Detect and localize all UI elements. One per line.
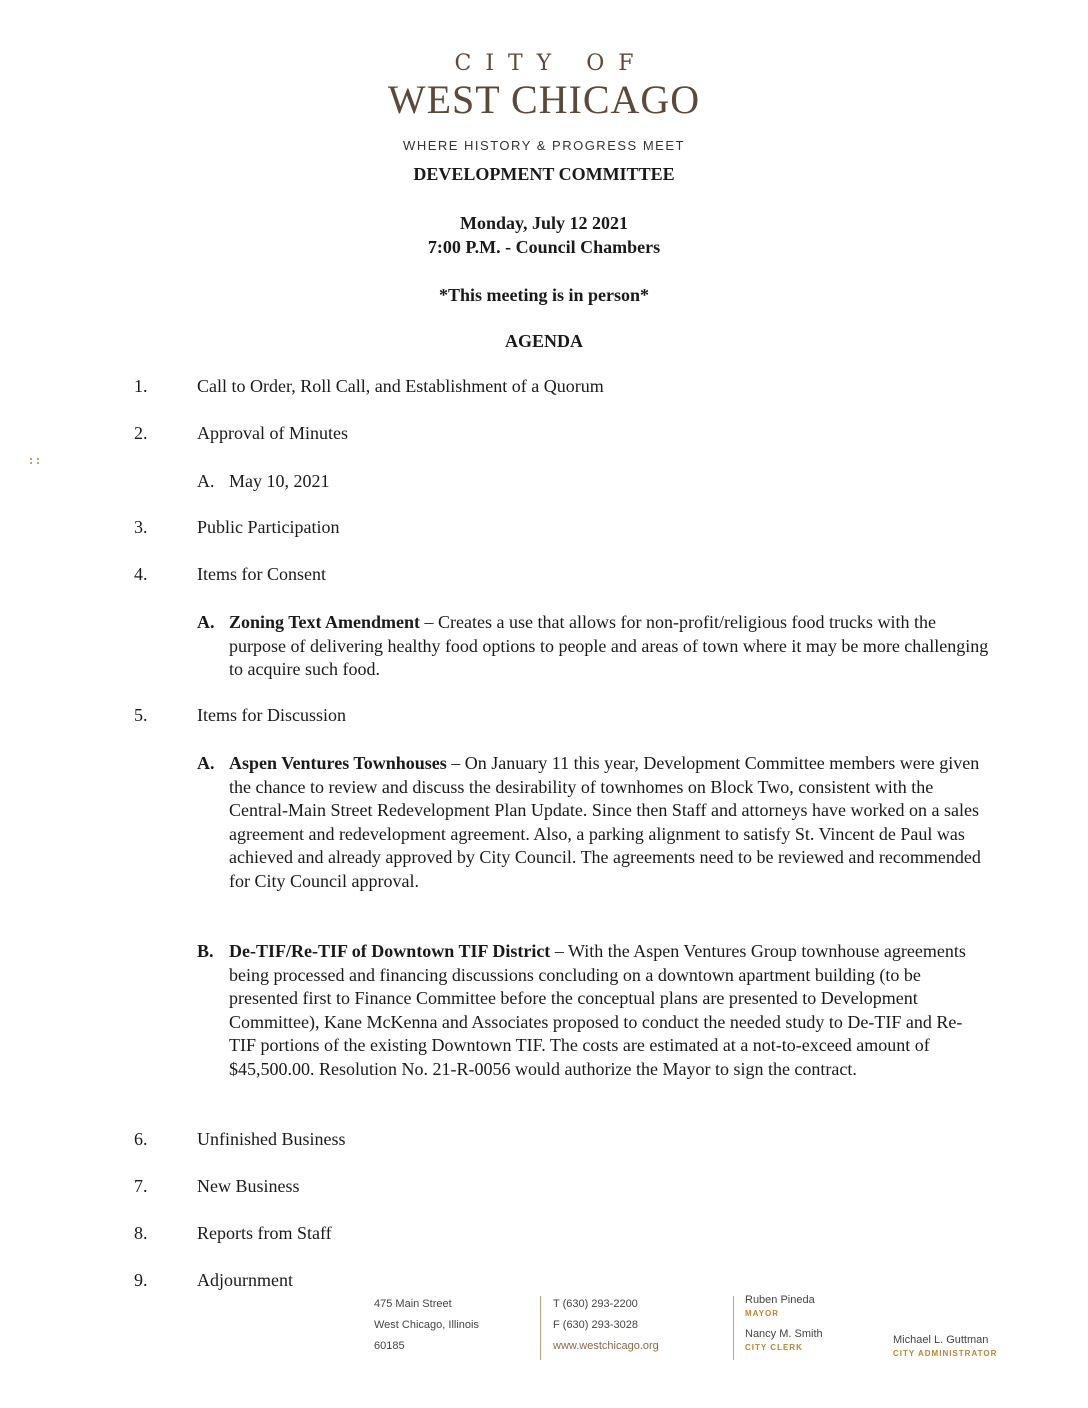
sub-letter: B. [197,941,214,961]
logo-west-chicago: WEST CHICAGO [387,77,701,122]
sub-text: May 10, 2021 [229,471,330,491]
admin-role: CITY ADMINISTRATOR [893,1349,998,1358]
admin-name: Michael L. Guttman [893,1334,989,1346]
sub-body [229,611,989,682]
sub-title: De-TIF/Re-TIF of Downtown TIF District [229,941,551,961]
footer-address [374,1294,479,1357]
sub-title: Aspen Ventures Townhouses [229,753,447,773]
fax-number: F (630) 293-3028 [553,1319,638,1331]
item-label: New Business [197,1176,300,1196]
meeting-note: *This meeting is in person* [438,285,650,305]
clerk-name: Nancy M. Smith [745,1328,823,1340]
mayor-name: Ruben Pineda [745,1294,815,1306]
item-number: 1. [134,376,148,396]
item-label: Approval of Minutes [197,423,348,443]
footer-divider [540,1296,541,1360]
address-zip: 60185 [374,1340,405,1352]
item-number: 3. [134,517,148,537]
sub-text: – On January 11 this year, Development Committee members were given the chance to review and discuss the desirability of townhomes on Block Two, consistent with the Central-Main Street Redevelopment Plan Update. Since then Staff and attorneys have worked on a sales agreement and redevelopment agreement. Also, a parking alignment to satisfy St. Vincent de Paul was achieved and already approved by City Council. The agreements need to be reviewed and recommended for City Council approval. [229,753,981,891]
discussion-subitem [197,940,989,1081]
item-number: 2. [134,423,148,443]
address-city: West Chicago, Illinois [374,1319,479,1331]
item-number: 4. [134,564,148,584]
sub-body [229,752,989,893]
address-street: 475 Main Street [374,1298,452,1310]
item-label: Items for Discussion [197,705,346,725]
footer-contact [553,1294,659,1357]
footer-divider [733,1296,734,1360]
city-logo [0,52,1088,120]
sub-letter: A. [197,753,215,773]
website-link[interactable]: www.westchicago.org [553,1340,659,1352]
agenda-heading: AGENDA [504,331,583,351]
mayor-role: MAYOR [745,1309,780,1318]
sub-text: – Creates a use that allows for non-profit/religious food trucks with the purpose of delivering healthy food options to people and areas of town where it may be more challenging to acquire such food. [229,612,989,679]
item-number: 5. [134,705,148,725]
logo-city-of: CITY OF [454,51,648,76]
sub-letter: A. [197,471,215,491]
meeting-date: Monday, July 12 2021 [459,213,629,233]
item-number: 6. [134,1129,148,1149]
discussion-subitem [197,752,989,893]
item-label: Reports from Staff [197,1223,332,1243]
footer-administrator [893,1334,997,1360]
meeting-time-place: 7:00 P.M. - Council Chambers [427,237,661,257]
sub-body [229,940,989,1081]
sub-title: Zoning Text Amendment [229,612,421,632]
minutes-subitem [197,470,989,494]
item-number: 8. [134,1223,148,1243]
item-number: 9. [134,1270,148,1290]
clerk-role: CITY CLERK [745,1343,803,1352]
footer-officials [745,1294,823,1354]
sub-text: – With the Aspen Ventures Group townhouse agreements being processed and financing discussions concluding on a downtown apartment building (to be presented first to Finance Committee before the conceptual plans are presented to Development Committee), Kane McKenna and Associates proposed to conduct the needed study to De-TIF and Re-TIF portions of the existing Downtown TIF. The costs are estimated at a not-to-exceed amount of $45,500.00. Resolution No. 21-R-0056 would authorize the Mayor to sign the contract. [229,941,966,1079]
item-label: Adjournment [197,1270,293,1290]
item-label: Public Participation [197,517,340,537]
sub-letter: A. [197,612,215,632]
item-number: 7. [134,1176,148,1196]
consent-subitem [197,611,989,682]
phone-number: T (630) 293-2200 [553,1298,638,1310]
tagline: WHERE HISTORY & PROGRESS MEET [403,138,685,153]
item-label: Unfinished Business [197,1129,346,1149]
margin-mark [30,458,39,464]
item-label: Items for Consent [197,564,326,584]
committee-title: DEVELOPMENT COMMITTEE [413,164,675,184]
item-label: Call to Order, Roll Call, and Establishment of a Quorum [197,376,604,396]
